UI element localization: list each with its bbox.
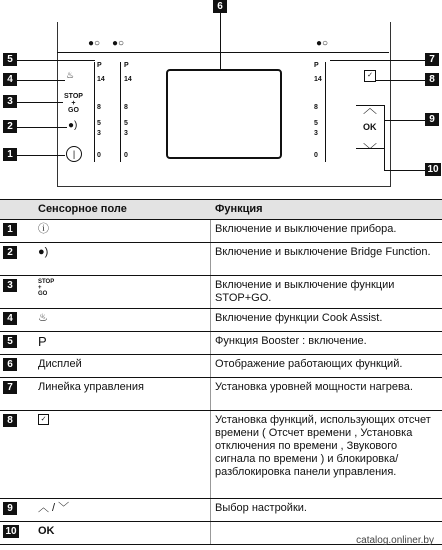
- callout-3: 3: [3, 95, 17, 108]
- scale-label: 14: [314, 76, 322, 83]
- scale-label: P: [314, 62, 319, 69]
- table-row: [0, 332, 442, 355]
- row-function: Функция Booster : включение.: [215, 335, 367, 347]
- row-number: 4: [3, 312, 17, 325]
- row-number: 6: [3, 358, 17, 371]
- table-row: [0, 378, 442, 411]
- callout-7: 7: [425, 53, 439, 66]
- zone-icon: ●○: [316, 38, 329, 49]
- row-function: Включение и выключение Bridge Function.: [215, 246, 431, 258]
- table-row: [0, 355, 442, 378]
- scale-label: 3: [124, 130, 128, 137]
- display: [166, 69, 282, 159]
- col-header-function: Функция: [215, 203, 263, 215]
- callout-9: 9: [425, 113, 439, 126]
- scale-label: 3: [314, 130, 318, 137]
- scale-label: 8: [314, 104, 318, 111]
- scale-label: 0: [124, 152, 128, 159]
- row-number: 2: [3, 246, 17, 259]
- power-scale-right[interactable]: [314, 62, 322, 160]
- row-function: Включение и выключение прибора.: [215, 223, 397, 235]
- stop-go-icon: STOP + GO: [38, 279, 55, 297]
- stop-go-icon[interactable]: STOP + GO: [64, 93, 83, 114]
- row-function: Установка функций, использующих отсчет времени ( Отсчет времени , Установка отключения по времени , Звукового сигнала по времени ) и блокировка/разблокировка панели управления.: [215, 414, 431, 478]
- callout-6: 6: [213, 0, 227, 13]
- scale-label: 5: [97, 120, 101, 127]
- table-header: [0, 199, 442, 220]
- scale-label: P: [97, 62, 102, 69]
- scale-label: 14: [124, 76, 132, 83]
- row-number: 5: [3, 335, 17, 348]
- table-row: [0, 276, 442, 309]
- ok-button[interactable]: OK: [363, 122, 377, 132]
- scale-label: P: [124, 62, 129, 69]
- power-icon: ⓘ: [38, 223, 49, 235]
- up-down-icons: ︿ / ﹀: [38, 502, 70, 514]
- row-function: Установка уровней мощности нагрева.: [215, 381, 413, 393]
- panel-top-line: [57, 52, 389, 53]
- callout-line: [17, 80, 65, 81]
- callout-line: [17, 102, 63, 103]
- bridge-icon[interactable]: ●): [68, 120, 78, 131]
- callout-line: [17, 60, 95, 61]
- booster-label: P: [38, 334, 47, 349]
- callout-line: [384, 120, 425, 121]
- scale-label: 8: [97, 104, 101, 111]
- row-function: Отображение работающих функций.: [215, 358, 403, 370]
- callout-line: [220, 13, 221, 69]
- row-number: 8: [3, 414, 17, 427]
- table-row: [0, 309, 442, 332]
- scale-bar: [94, 62, 95, 162]
- table-row: [0, 243, 442, 276]
- scale-label: 0: [314, 152, 318, 159]
- power-icon[interactable]: |: [66, 146, 82, 162]
- scale-label: 14: [97, 76, 105, 83]
- timer-icon[interactable]: ✓: [364, 70, 376, 82]
- up-icon[interactable]: ︿: [363, 100, 377, 116]
- row-field: Дисплей: [38, 358, 82, 370]
- col-header-field: Сенсорное поле: [38, 203, 127, 215]
- bridge-icon: ●): [38, 246, 49, 258]
- row-number: 9: [3, 502, 17, 515]
- watermark: catalog.onliner.by: [356, 535, 434, 546]
- scale-label: 8: [124, 104, 128, 111]
- callout-line: [17, 155, 65, 156]
- row-field: Линейка управления: [38, 381, 144, 393]
- table-row: [0, 499, 442, 522]
- zone-icon: ●○: [112, 38, 125, 49]
- row-function: Включение и выключение функции STOP+GO.: [215, 279, 395, 304]
- row-number: 3: [3, 279, 17, 292]
- callout-line: [384, 170, 425, 171]
- callout-line: [17, 127, 67, 128]
- row-number: 7: [3, 381, 17, 394]
- callout-1: 1: [3, 148, 17, 161]
- callout-10: 10: [425, 163, 441, 176]
- scale-bar: [120, 62, 121, 162]
- callout-8: 8: [425, 73, 439, 86]
- scale-label: 0: [97, 152, 101, 159]
- scale-label: 5: [314, 120, 318, 127]
- scale-label: 5: [124, 120, 128, 127]
- power-scale-left-2[interactable]: [124, 62, 132, 160]
- timer-icon: ✓: [38, 414, 49, 425]
- row-number: 10: [3, 525, 19, 538]
- control-panel-diagram: [0, 0, 442, 192]
- row-number: 1: [3, 223, 17, 236]
- callout-2: 2: [3, 120, 17, 133]
- scale-bar: [325, 62, 326, 162]
- callout-line: [330, 60, 425, 61]
- power-scale-left[interactable]: [97, 62, 105, 160]
- control-bracket: [356, 105, 385, 149]
- row-function: Включение функции Cook Assist.: [215, 312, 383, 324]
- callout-line: [384, 130, 385, 170]
- zone-icon: ●○: [88, 38, 101, 49]
- function-table: [0, 199, 442, 545]
- ok-label: OK: [38, 525, 55, 537]
- callout-line: [376, 80, 425, 81]
- callout-5: 5: [3, 53, 17, 66]
- table-row: [0, 411, 442, 499]
- cook-assist-icon[interactable]: ♨: [66, 70, 75, 80]
- down-icon[interactable]: ﹀: [363, 142, 377, 158]
- scale-label: 3: [97, 130, 101, 137]
- cook-assist-icon: ♨: [38, 312, 48, 324]
- callout-4: 4: [3, 73, 17, 86]
- row-function: Выбор настройки.: [215, 502, 307, 514]
- table-row: [0, 220, 442, 243]
